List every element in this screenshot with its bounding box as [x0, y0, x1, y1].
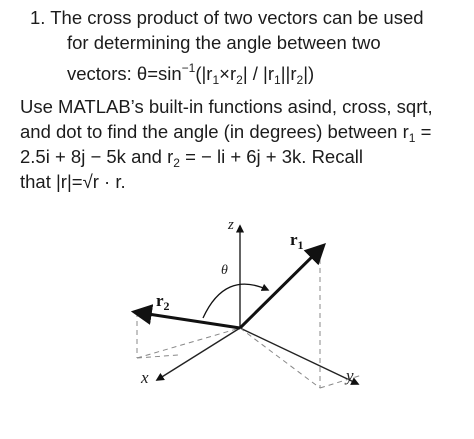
formula-prefix: vectors: θ=sin — [67, 63, 182, 84]
problem-intro-line-1: The cross product of two vectors can be used — [50, 7, 424, 28]
y-axis-label: y — [346, 366, 354, 385]
y-axis — [240, 328, 358, 384]
formula-open: (|r — [195, 63, 213, 84]
angle-arc — [203, 284, 268, 318]
formula-times: ×r — [219, 63, 237, 84]
task-text-2b: = — [415, 121, 432, 142]
formula-bars: ||r — [280, 63, 297, 84]
vector-r2 — [135, 312, 240, 328]
formula-sub-1: 1 — [212, 73, 220, 87]
formula-sub-4: 2 — [296, 73, 304, 87]
task-text-4: that |r|=√r · r. — [20, 171, 126, 192]
r2-label — [156, 291, 170, 313]
task-text-3a: 2.5i + 8j − 5k and r — [20, 146, 174, 167]
task-sub-r1: 1 — [408, 131, 416, 145]
formula-close: |) — [303, 63, 315, 84]
task-text-1: Use MATLAB’s built-in functions asind, cross, sqrt, — [20, 96, 433, 117]
formula-mid: | / |r — [242, 63, 275, 84]
r1-label-text: r — [290, 230, 298, 249]
formula-sub-2: 2 — [236, 73, 243, 87]
r2-label-sub: 2 — [163, 299, 170, 313]
vector-r1 — [240, 246, 323, 328]
x-axis — [157, 328, 240, 380]
x-axis-label: x — [141, 368, 149, 387]
problem-intro-line-2: for determining the angle between two — [67, 32, 381, 53]
task-text-2a: and dot to find the angle (in degrees) between r — [20, 121, 409, 142]
task-sub-r2: 2 — [173, 156, 180, 170]
r2-label-text: r — [156, 291, 164, 310]
theta-label: θ — [221, 263, 228, 278]
z-axis-label: z — [228, 217, 234, 233]
formula-sub-3: 1 — [274, 73, 281, 87]
r1-label-sub: 1 — [297, 238, 304, 252]
r1-label — [290, 230, 304, 252]
task-text-3b: = − li + 6j + 3k. Recall — [179, 146, 363, 167]
formula-superscript: −1 — [181, 61, 196, 75]
problem-number: 1. — [30, 7, 46, 28]
